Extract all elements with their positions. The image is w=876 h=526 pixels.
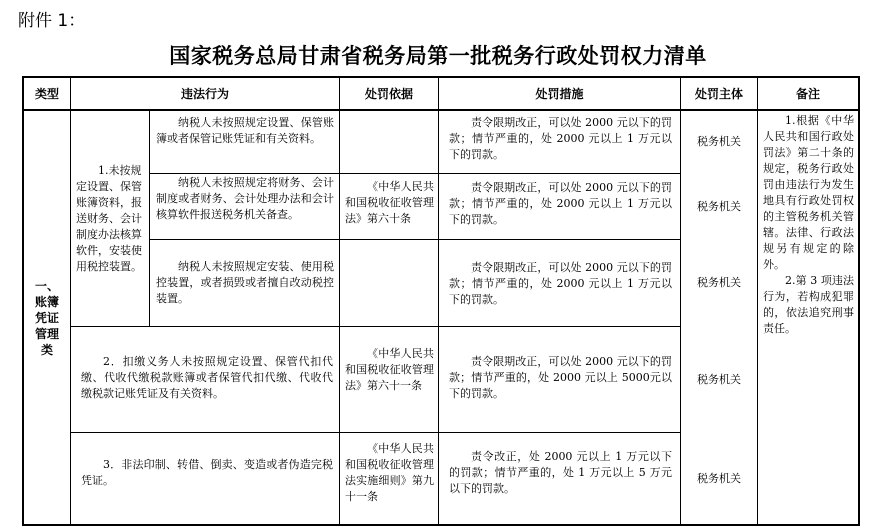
violation-item: 纳税人未按照规定设置、保管账簿或者保管记账凭证和有关资料。 bbox=[156, 116, 334, 145]
measure-item: 责令改正，处 2000 元以上 1 万元以下的罚款；情节严重的，处 1 万元以上 5 万元以下的罚款。 bbox=[449, 450, 672, 495]
basis-item: 《中华人民共和国税收征收管理法》第六十一条 bbox=[345, 347, 434, 392]
header-violation: 违法行为 bbox=[180, 86, 229, 101]
category-label: 一、账簿凭证管理类 bbox=[34, 278, 59, 357]
violation-item: 3．非法印制、转借、倒卖、变造或者伪造完税凭证。 bbox=[81, 458, 333, 487]
measure-item: 责令限期改正，可以处 2000 元以下的罚款；情节严重的，处 2000 元以上 1 万元以下的罚款。 bbox=[449, 261, 672, 306]
table-border-right bbox=[858, 76, 860, 526]
subject-item: 税务机关 bbox=[697, 199, 741, 213]
table-border-left bbox=[22, 76, 24, 526]
violation-item: 2．扣缴义务人未按照规定设置、保管代扣代缴、代收代缴税款账簿或者保管代扣代缴、代收代缴税款记账凭证及有关资料。 bbox=[81, 355, 333, 400]
row-divider bbox=[149, 173, 680, 174]
row-divider bbox=[149, 239, 680, 240]
violation-group-label: 1.未按规定设置、保管账簿资料，报送财务、会计制度办法核算软件，安装使用税控装置。 bbox=[76, 163, 142, 273]
measure-item: 责令限期改正，可以处 2000 元以下的罚款；情节严重的，处 2000 元以上 5000元以下的罚款。 bbox=[449, 355, 672, 400]
page-title: 国家税务总局甘肃省税务局第一批税务行政处罚权力清单 bbox=[169, 43, 707, 68]
violation-item: 纳税人未按照规定安装、使用税控装置，或者损毁或者擅自改动税控装置。 bbox=[156, 260, 334, 305]
subject-item: 税务机关 bbox=[697, 372, 741, 386]
header-remark: 备注 bbox=[795, 86, 820, 101]
row-divider bbox=[70, 326, 680, 327]
header-measure: 处罚措施 bbox=[535, 86, 584, 101]
row-divider bbox=[70, 432, 680, 433]
violation-item: 纳税人未按照规定将财务、会计制度或者财务、会计处理办法和会计核算软件报送税务机关备查。 bbox=[156, 176, 334, 221]
subject-item: 税务机关 bbox=[697, 276, 741, 289]
remark-note-1: 1.根据《中华人民共和国行政处罚法》第二十条的规定，税务行政处罚由违法行为发生地具有行政处罚权的主管税务机关管辖。法律、行政法规另有规定的除外。 bbox=[763, 114, 854, 271]
basis-item: 《中华人民共和国税收征收管理法实施细则》第九十一条 bbox=[345, 442, 434, 503]
measure-item: 责令限期改正，可以处 2000 元以下的罚款；情节严重的，处 2000 元以上 1 万元以下的罚款。 bbox=[449, 181, 672, 226]
penalty-table bbox=[22, 76, 860, 526]
attachment-label: 附件 1： bbox=[18, 11, 86, 31]
remark-cell bbox=[758, 113, 858, 337]
subject-item: 税务机关 bbox=[697, 135, 741, 148]
header-subject: 处罚主体 bbox=[694, 86, 743, 101]
header-type: 类型 bbox=[34, 86, 59, 101]
remark-note-2: 2.第 3 项违法行为，若构成犯罪的，依法追究刑事责任。 bbox=[763, 274, 854, 335]
subject-item: 税务机关 bbox=[697, 471, 741, 485]
basis-item: 《中华人民共和国税收征收管理法》第六十条 bbox=[345, 180, 434, 225]
header-basis: 处罚依据 bbox=[364, 86, 413, 101]
measure-item: 责令限期改正，可以处 2000 元以下的罚款；情节严重的，处 2000 元以上 1 万元以下的罚款。 bbox=[449, 116, 672, 161]
